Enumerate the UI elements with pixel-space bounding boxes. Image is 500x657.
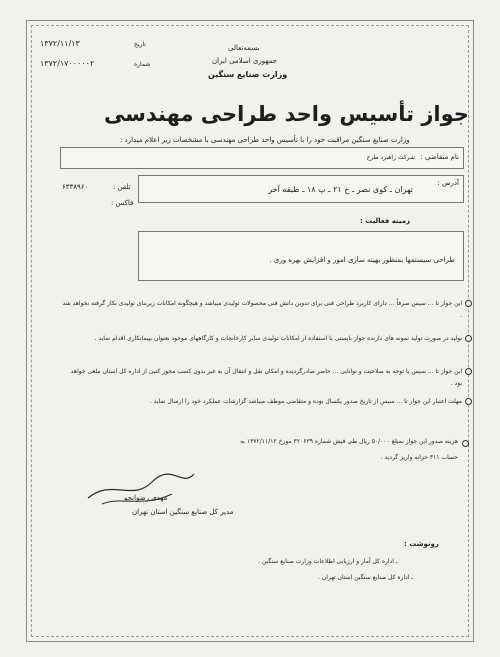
applicant-label: نام متقاضی : bbox=[420, 153, 459, 161]
condition-item: تولید در صورت تولید نمونه های دارنده جواز بایستی با استفاده از امکانات تولیدی سایر کارخانجات و کارگاههای موجود بعنوان بپیمانکاری اقدام نماید . bbox=[94, 335, 462, 342]
condition-bullet bbox=[465, 398, 472, 405]
address-field bbox=[138, 175, 464, 203]
fee-bullet bbox=[462, 440, 469, 447]
number-label: شماره bbox=[134, 61, 151, 68]
applicant-field bbox=[60, 147, 464, 169]
header-ministry: وزارت صنایع سنگین bbox=[208, 70, 288, 79]
phone-label: تلفن : bbox=[113, 183, 131, 191]
fee-line1: هزینه صدور این جواز بمبلغ ۵۰/۰۰۰ ریال طی فیش شماره ۳۲۰۶۳۹ مورخ ۱۳۷۲/۱۱/۱۲ به bbox=[240, 438, 458, 445]
date-label: تاریخ bbox=[134, 41, 146, 48]
address-value: تهران ـ کوی نصر ـ خ ۲۱ ـ پ ۱۸ ـ طبقه آخر bbox=[268, 185, 413, 194]
date-value: ۱۳۷۲/۱۱/۱۳ bbox=[40, 39, 80, 48]
condition-item: این جواز تا ... سیس صرفاً ... دارای کاربرد طراحی فنی برای تدوین دانش فنی محصولات تولیدی میباشد و هیچگونه امکانات زیربنای تولیدی بکار گرفته نخواهد شد . bbox=[62, 300, 462, 319]
signatory-title: مدیر کل صنایع سنگین استان تهران bbox=[132, 508, 234, 516]
cc-item: ـ اداره کل صنایع سنگین استان تهران . bbox=[318, 574, 414, 581]
conditions-list bbox=[62, 298, 466, 418]
activity-label: زمینه فعالیت : bbox=[360, 217, 411, 225]
activity-value: طراحی سیستمها بمنظور بهینه سازی امور و افزایش بهره وری . bbox=[269, 256, 455, 264]
address-label: آدرس : bbox=[437, 179, 459, 187]
intro-text: وزارت صنایع سنگین مراقبت خود را با تأسیس واحد طراحی مهندسی با مشخصات زیر اعلام میدارد : bbox=[120, 136, 410, 144]
condition-bullet bbox=[465, 368, 472, 375]
fax-label: فاکس : bbox=[111, 199, 134, 207]
signatory-name: مهدی رضوانجو bbox=[124, 494, 168, 502]
condition-bullet bbox=[465, 335, 472, 342]
cc-heading: رونوشت : bbox=[404, 540, 439, 548]
header-emblem: بسمه‌تعالی bbox=[228, 44, 260, 52]
applicant-value: شرکت راهبرد طرح bbox=[366, 154, 415, 161]
document-title: جواز تأسیس واحد طراحی مهندسی bbox=[104, 102, 469, 126]
condition-item: مهلت اعتبار این جواز تا ... سیس از تاریخ صدور یکسال بوده و متقاضی موظف میباشد گزارشات عملکرد خود را ارسال نماید . bbox=[149, 398, 462, 405]
activity-field bbox=[138, 231, 464, 281]
fee-line2: حساب ۳۱۱ خزانه واریز گردید . bbox=[380, 454, 458, 461]
condition-bullet bbox=[465, 300, 472, 307]
number-value: ۱۳۷۲/۱۷۰۰۰۰۰۲ bbox=[40, 59, 95, 68]
phone-value: ۶۳۳۸۹۶۰ bbox=[62, 183, 89, 191]
cc-item: ـ اداره کل آمار و ارزیابی اطلاعات وزارت صنایع سنگین . bbox=[258, 558, 398, 565]
header-meta bbox=[38, 37, 158, 77]
condition-item: این جواز تا ... سیس با توجه به صلاحیت و توانایی ... حاضر صادرگردیده و امکان نقل و انتقال آن به غیر بدون کسب مجوز کتبی از اداره کل استان ملغی خواهد بود . bbox=[70, 368, 462, 387]
header-country: جمهوری اسلامی ایران bbox=[212, 57, 277, 65]
